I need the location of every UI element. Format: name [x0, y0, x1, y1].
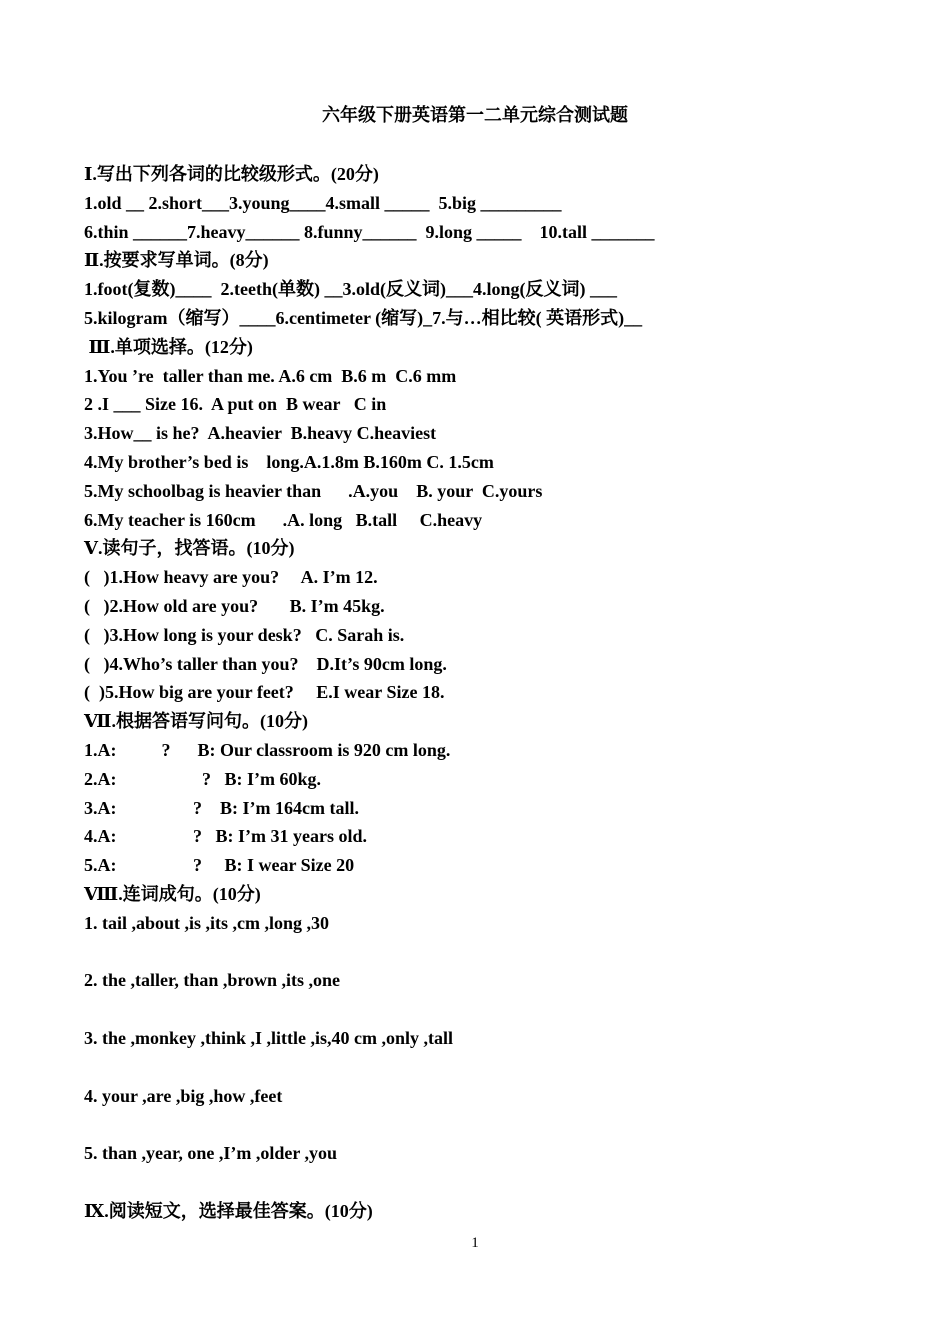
section-heading: Ⅲ.单项选择。(12分) [84, 336, 253, 357]
blank-line [84, 995, 904, 1024]
question-line: 2. the ,taller, than ,brown ,its ,one [84, 970, 341, 991]
question-line: ( )1.How heavy are you? A. I’m 12. [84, 567, 378, 588]
question-line: 5.kilogram（缩写）____6.centimeter (缩写)_7.与…相比较( 英语形式)__ [84, 307, 643, 328]
question-line: 6.My teacher is 160cm .A. long B.tall C.heavy [84, 509, 483, 530]
section-heading: Ⅶ.根据答语写问句。(10分) [84, 711, 308, 732]
question-line: 4.My brother’s bed is long.A.1.8m B.160m C. 1.5cm [84, 451, 494, 472]
section-heading: Ⅸ.阅读短文，选择最佳答案。(10分) [84, 1200, 373, 1221]
section-heading: Ⅰ.写出下列各词的比较级形式。(20分) [84, 164, 379, 184]
question-line: ( )3.How long is your desk? C. Sarah is. [84, 624, 405, 645]
question-line: 3. the ,monkey ,think ,I ,little ,is,40 cm ,only ,tall [84, 1027, 454, 1048]
question-line: 2 .I ___ Size 16. A put on B wear C in [84, 394, 387, 415]
section-heading: Ⅱ.按要求写单词。(8分) [84, 250, 269, 271]
question-line: 1.A: ? B: Our classroom is 920 cm long. [84, 739, 451, 760]
question-line: 1.old __ 2.short___3.young____4.small _____ 5.big _________ [84, 192, 562, 213]
document-title: 六年级下册英语第一二单元综合测试题 [322, 105, 628, 125]
question-line: 1.foot(复数)____ 2.teeth(单数) __3.old(反义词)___4.long(反义词) ___ [84, 279, 617, 300]
question-line: 3.How__ is he? A.heavier B.heavy C.heaviest [84, 423, 437, 444]
question-line: ( )4.Who’s taller than you? D.It’s 90cm long. [84, 653, 447, 674]
question-line: 2.A: ? B: I’m 60kg. [84, 768, 321, 789]
question-line: 5. than ,year, one ,I’m ,older ,you [84, 1143, 338, 1164]
question-line: 5.My schoolbag is heavier than .A.you B. your C.yours [84, 480, 543, 501]
blank-line [84, 1110, 904, 1139]
blank-line [84, 1053, 904, 1082]
question-line: 4. your ,are ,big ,how ,feet [84, 1085, 283, 1106]
question-line: 6.thin ______7.heavy______ 8.funny______ 9.long _____ 10.tall _______ [84, 221, 655, 242]
section-heading: Ⅷ.连词成句。(10分) [84, 883, 261, 904]
page-number: 1 [471, 1235, 479, 1251]
question-line: 1.You ’re taller than me. A.6 cm B.6 m C.6 mm [84, 365, 457, 386]
blank-line [84, 1168, 904, 1197]
question-line: 1. tail ,about ,is ,its ,cm ,long ,30 [84, 912, 330, 933]
question-line: 5.A: ? B: I wear Size 20 [84, 855, 355, 876]
document-body [84, 160, 904, 1225]
blank-line [84, 938, 904, 967]
question-line: 4.A: ? B: I’m 31 years old. [84, 826, 367, 847]
question-line: ( )2.How old are you? B. I’m 45kg. [84, 595, 385, 616]
section-heading: Ⅴ.读句子，找答语。(10分) [84, 538, 295, 559]
question-line: 3.A: ? B: I’m 164cm tall. [84, 797, 359, 818]
question-line: ( )5.How big are your feet? E.I wear Size 18. [84, 682, 445, 703]
